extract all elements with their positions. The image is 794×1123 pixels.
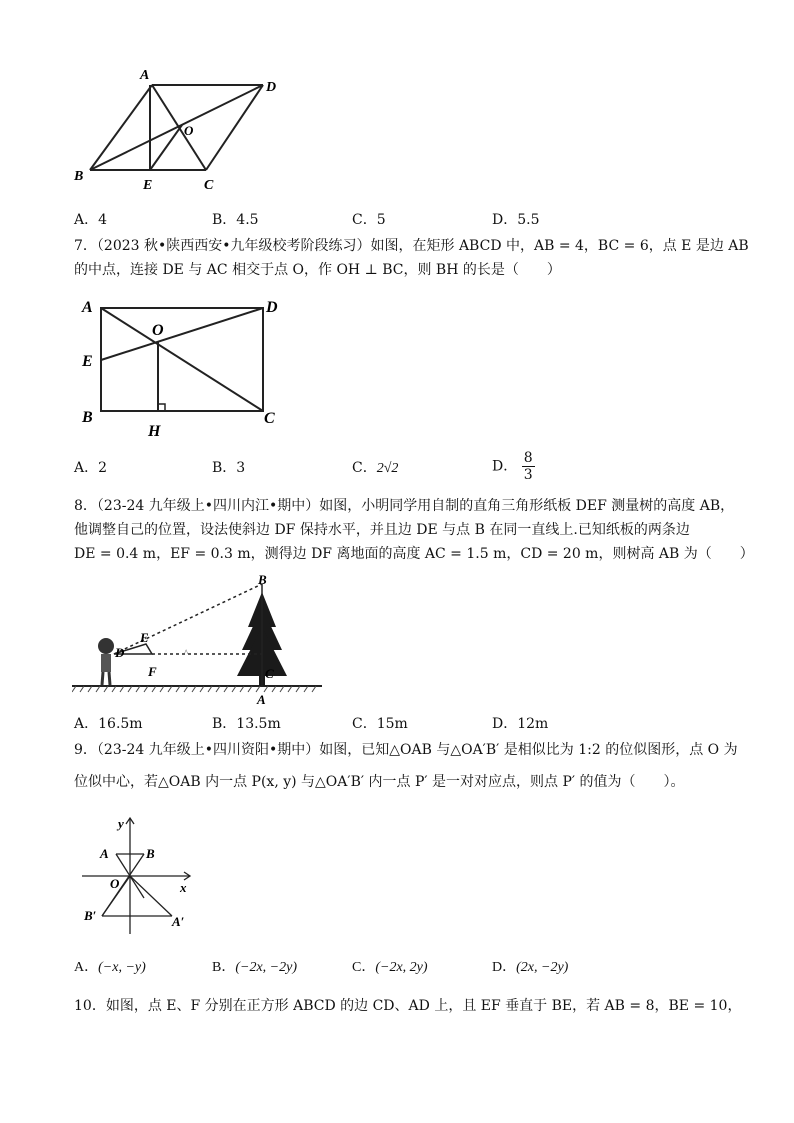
q9-label-y: y <box>118 816 124 831</box>
q9-option-a: A．(−x, −y) <box>74 960 146 975</box>
q10-stem-line1: 10．如图，点 E、F 分别在正方形 ABCD 的边 CD、AD 上，且 EF 垂直于 BE，若 AB = 8，BE = 10， <box>74 998 742 1014</box>
q7-label-a: A <box>82 299 93 316</box>
q7-option-d: D． $\frac{8}{3}$ <box>492 450 533 483</box>
q6-label-c: C <box>204 178 214 193</box>
q8-label-b: B <box>258 572 267 587</box>
svg-text:^: ^ <box>184 648 189 658</box>
q7-label-b: B <box>82 409 93 426</box>
q9-label-o: O <box>110 876 120 891</box>
q9-option-b: B．(−2x, −2y) <box>212 960 297 975</box>
q6-label-o: O <box>184 123 194 138</box>
q8-label-a: A <box>257 692 266 707</box>
q9-figure <box>78 812 208 947</box>
q7-label-o: O <box>152 322 164 339</box>
q9-label-x: x <box>180 880 187 895</box>
q8-label-c: C <box>265 666 274 681</box>
q7-figure <box>78 290 298 440</box>
q7-option-b: B．3 <box>212 460 246 476</box>
q9-stem-line1: 9．（23-24 九年级上•四川资阳•期中）如图，已知△OAB 与△OA′B′ 是相似比为 1:2 的位似图形，点 O 为 <box>74 742 738 758</box>
q7-stem-line1: 7．（2023 秋•陕西西安•九年级校考阶段练习）如图，在矩形 ABCD 中，AB = 4，BC = 6，点 E 是边 AB <box>74 238 749 254</box>
q7-stem-line2: 的中点，连接 DE 与 AC 相交于点 O，作 OH ⊥ BC，则 BH 的长是（ ） <box>74 262 561 278</box>
q8-option-d: D．12m <box>492 716 549 732</box>
q7-label-e: E <box>82 353 93 370</box>
q8-stem-line2: 他调整自己的位置，设法使斜边 DF 保持水平，并且边 DE 与点 B 在同一直线上.已知纸板的两条边 <box>74 522 690 538</box>
q8-option-b: B．13.5m <box>212 716 281 732</box>
q6-label-d: D <box>266 80 277 95</box>
q7-label-h: H <box>148 423 161 440</box>
q9-label-b: B <box>146 846 155 861</box>
q6-label-b: B <box>74 169 84 184</box>
q6-option-a: A．4 <box>74 212 108 228</box>
q8-option-a: A．16.5m <box>74 716 143 732</box>
q7-option-c: C．2√2 <box>352 460 399 476</box>
q6-option-d: D．5.5 <box>492 212 540 228</box>
q6-figure <box>70 65 290 195</box>
q8-label-f: F <box>148 664 157 679</box>
q9-label-a-prime: A′ <box>172 914 185 929</box>
person-icon <box>98 638 114 685</box>
q7-label-d: D <box>266 299 278 316</box>
q6-option-b: B．4.5 <box>212 212 259 228</box>
q6-option-c: C．5 <box>352 212 386 228</box>
q9-stem-line2: 位似中心，若△OAB 内一点 P(x, y) 与△OA′B′ 内一点 P′ 是一对对应点，则点 P′ 的值为（ ）。 <box>74 774 685 790</box>
q8-option-c: C．15m <box>352 716 408 732</box>
q7-option-a: A．2 <box>74 460 108 476</box>
q9-label-b-prime: B′ <box>84 908 97 923</box>
q8-stem-line3: DE = 0.4 m，EF = 0.3 m，测得边 DF 离地面的高度 AC = 1.5 m，CD = 20 m，则树高 AB 为（ ） <box>74 546 754 562</box>
q9-option-c: C．(−2x, 2y) <box>352 960 428 975</box>
q6-label-a: A <box>140 68 150 83</box>
q8-figure <box>72 572 332 707</box>
q8-label-d: D <box>115 645 125 660</box>
q9-option-d: D．(2x, −2y) <box>492 960 569 975</box>
q9-label-a: A <box>100 846 109 861</box>
fraction-eight-thirds: $\frac{8}{3}$ <box>523 450 533 483</box>
q8-label-e: E <box>140 630 149 645</box>
q8-stem-line1: 8．（23-24 九年级上•四川内江•期中）如图，小明同学用自制的直角三角形纸板 DEF 测量树的高度 AB， <box>74 498 735 514</box>
q7-label-c: C <box>264 410 275 427</box>
q6-label-e: E <box>143 178 153 193</box>
